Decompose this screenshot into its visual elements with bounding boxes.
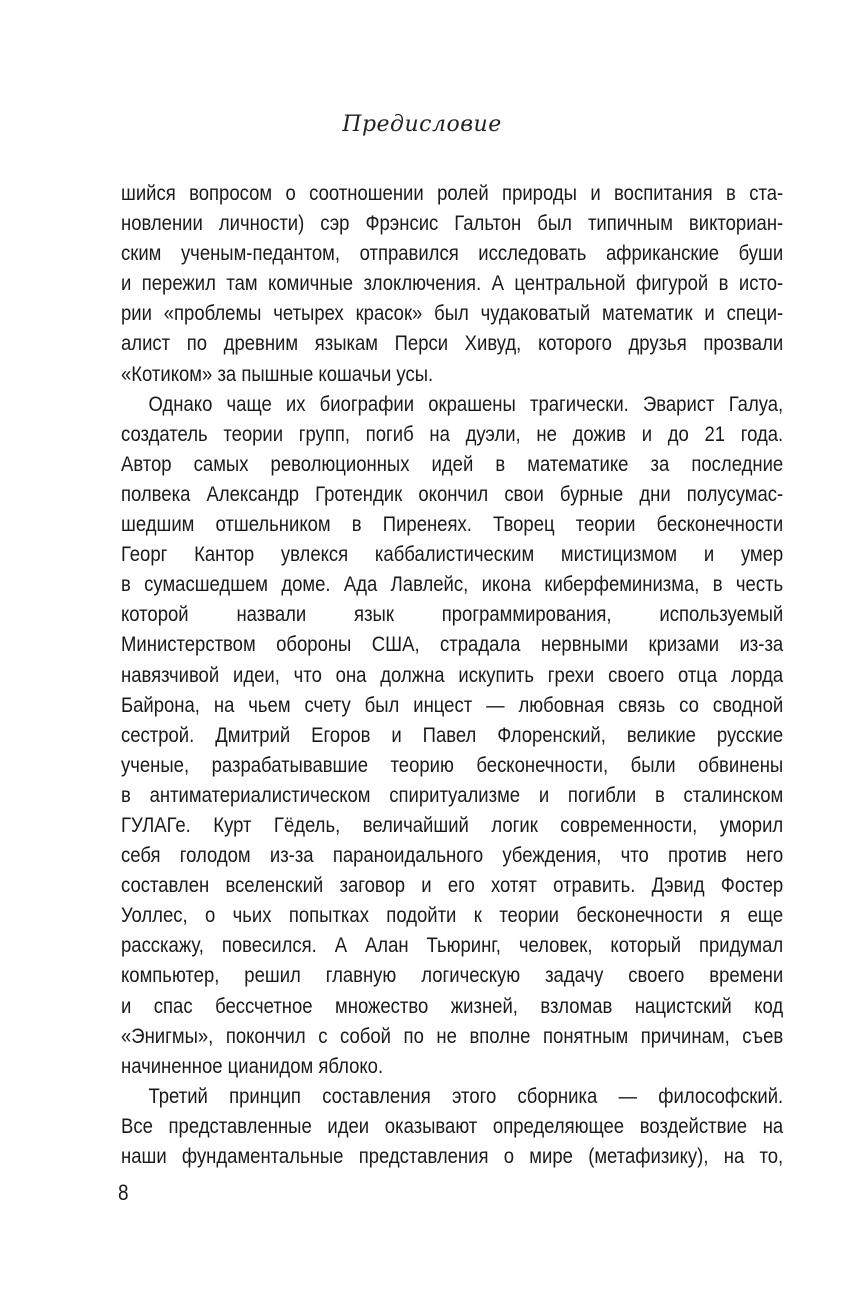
text-line: наши фундаментальные представления о мире (метафизику), на то, — [121, 1144, 784, 1168]
text-line: Министерством обороны США, страдала нервными кризами из-за — [121, 632, 784, 657]
page-number: 8 — [118, 1180, 129, 1205]
text-line: «Энигмы», покончил с собой по не вполне понятным причинам, съев — [121, 1023, 784, 1048]
text-line: Георг Кантор увлекся каббалистическим мистицизмом и умер — [121, 542, 784, 567]
text-line: и пережил там комичные злоключения. А центральной фигурой в исто- — [121, 271, 784, 296]
text-line: которой назвали язык программирования, используемый — [121, 602, 784, 627]
text-line: Байрона, на чьем счету был инцест — любовная связь со сводной — [121, 692, 784, 717]
text-line: в сумасшедшем доме. Ада Лавлейс, икона киберфеминизма, в честь — [121, 572, 784, 597]
running-head: Предисловие — [342, 112, 502, 137]
text-line: расскажу, повесился. А Алан Тьюринг, человек, который придумал — [121, 933, 784, 958]
text-line: Все представленные идеи оказывают определяющее воздействие на — [121, 1113, 784, 1138]
text-line: Третий принцип составления этого сборника — философский. — [148, 1083, 784, 1108]
text-line: новлении личности) сэр Фрэнсис Гальтон был типичным викториан- — [121, 211, 784, 236]
body-text — [121, 178, 783, 1171]
text-line: «Котиком» за пышные кошачьи усы. — [121, 361, 434, 386]
text-line: шийся вопросом о соотношении ролей природы и воспитания в ста- — [121, 181, 784, 205]
text-line: ским ученым-педантом, отправился исследовать африканские буши — [121, 241, 784, 266]
text-line: создатель теории групп, погиб на дуэли, не дожив и до 21 года. — [121, 421, 784, 446]
text-line: алист по древним языкам Перси Хивуд, которого друзья прозвали — [121, 331, 784, 356]
text-line: и спас бессчетное множество жизней, взломав нацистский код — [121, 993, 784, 1018]
text-line: себя голодом из-за параноидального убеждения, что против него — [121, 843, 784, 868]
text-line: сестрой. Дмитрий Егоров и Павел Флоренский, великие русские — [121, 722, 784, 747]
text-line: шедшим отшельником в Пиренеях. Творец теории бесконечности — [121, 512, 784, 537]
text-line: Автор самых революционных идей в математике за последние — [121, 451, 784, 476]
text-line: ГУЛАГе. Курт Гёдель, величайший логик современности, уморил — [121, 812, 784, 837]
text-line: навязчивой идеи, что она должна искупить грехи своего отца лорда — [121, 662, 784, 687]
text-line: Однако чаще их биографии окрашены трагически. Эварист Галуа, — [148, 391, 784, 416]
text-line: начиненное цианидом яблоко. — [121, 1053, 384, 1078]
text-line: Уоллес, о чьих попытках подойти к теории бесконечности я еще — [121, 903, 784, 928]
text-line: рии «проблемы четырех красок» был чудаковатый математик и специ- — [121, 301, 784, 326]
text-line: ученые, разрабатывавшие теорию бесконечности, были обвинены — [121, 752, 784, 777]
text-line: составлен вселенский заговор и его хотят отравить. Дэвид Фостер — [121, 873, 784, 898]
text-line: в антиматериалистическом спиритуализме и погибли в сталинском — [121, 782, 784, 807]
text-line: полвека Александр Гротендик окончил свои бурные дни полусумас- — [121, 481, 784, 506]
text-line: компьютер, решил главную логическую задачу своего времени — [121, 963, 784, 988]
